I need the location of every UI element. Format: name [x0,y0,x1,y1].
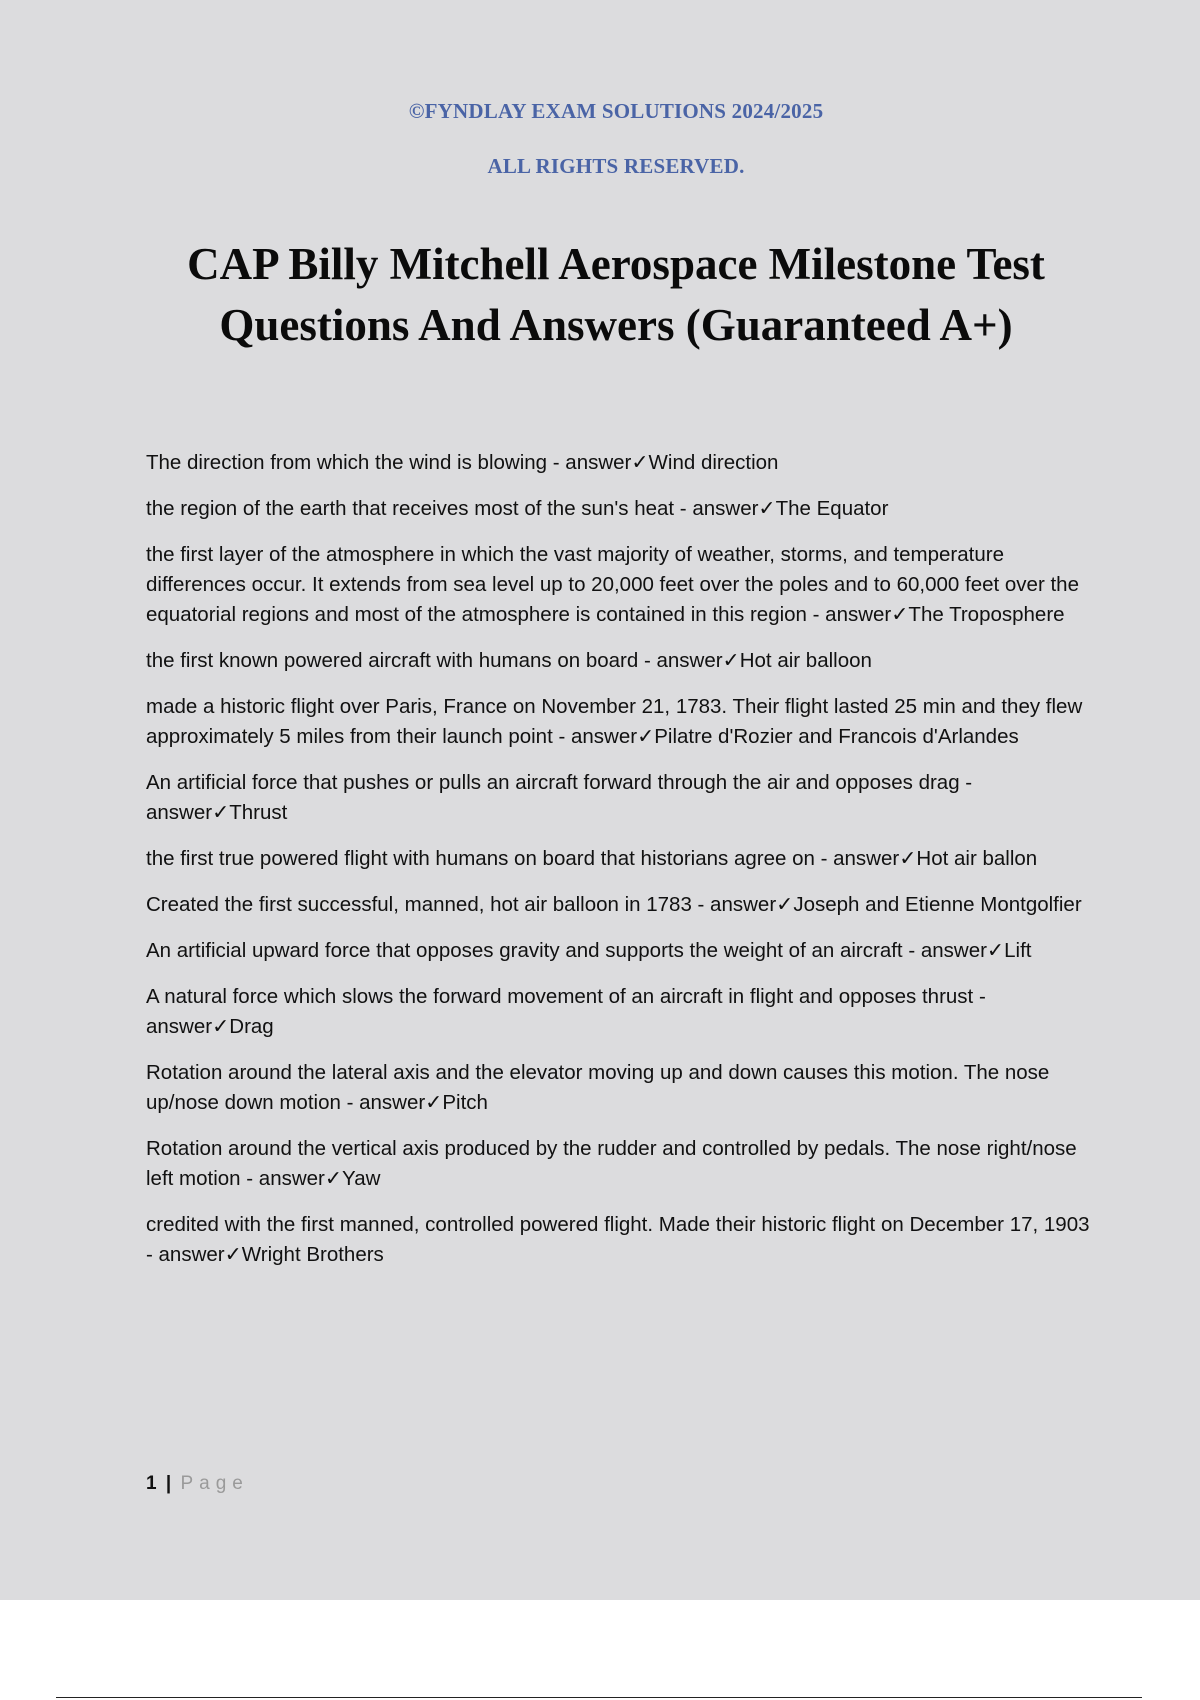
page-separator: | [165,1473,172,1494]
qa-item: An artificial upward force that opposes gravity and supports the weight of an aircraft - answer✓Lift [146,939,1032,962]
qa-item: the first known powered aircraft with humans on board - answer✓Hot air balloon [146,649,872,672]
copyright-header: ©FYNDLAY EXAM SOLUTIONS 2024/2025 [408,99,824,123]
title-line-2: Questions And Answers (Guaranteed A+) [219,300,1013,350]
qa-item: Created the first successful, manned, hot air balloon in 1783 - answer✓Joseph and Etienne Montgolfier [146,893,1082,916]
qa-item: Rotation around the lateral axis and the elevator moving up and down causes this motion. The nose up/nose down motion - answer✓Pitch [146,1061,1050,1114]
question-answer-list [146,448,1096,1286]
page-number: 1 [146,1473,157,1494]
qa-item: An artificial force that pushes or pulls an aircraft forward through the air and opposes drag - answer✓Thrust [146,771,973,824]
qa-item: made a historic flight over Paris, France on November 21, 1783. Their flight lasted 25 min and they flew approximately 5 miles from their launch point - answer✓Pilatre d'Rozier and Francois d'Arlandes [146,695,1083,748]
page-footer [146,1473,249,1495]
qa-item: the first true powered flight with humans on board that historians agree on - answer✓Hot air ballon [146,847,1038,870]
qa-item: The direction from which the wind is blowing - answer✓Wind direction [146,451,779,474]
qa-item: the region of the earth that receives most of the sun's heat - answer✓The Equator [146,497,889,520]
next-page-divider [56,1697,1142,1698]
qa-item: the first layer of the atmosphere in which the vast majority of weather, storms, and temperature differences occur. It extends from sea level up to 20,000 feet over the poles and to 60,000 feet over the equatorial regions and most of the atmosphere is contained in this region - answer✓The Troposphere [146,543,1079,626]
title-line-1: CAP Billy Mitchell Aerospace Milestone Test [187,239,1045,289]
rights-reserved-header: ALL RIGHTS RESERVED. [487,154,745,178]
qa-item: credited with the first manned, controlled powered flight. Made their historic flight on December 17, 1903 - answer✓Wright Brothers [146,1213,1090,1266]
page-label: Page [180,1473,249,1494]
qa-item: A natural force which slows the forward movement of an aircraft in flight and opposes thrust - answer✓Drag [146,985,986,1038]
qa-item: Rotation around the vertical axis produced by the rudder and controlled by pedals. The nose right/nose left motion - answer✓Yaw [146,1137,1077,1190]
document-title [0,234,1200,356]
